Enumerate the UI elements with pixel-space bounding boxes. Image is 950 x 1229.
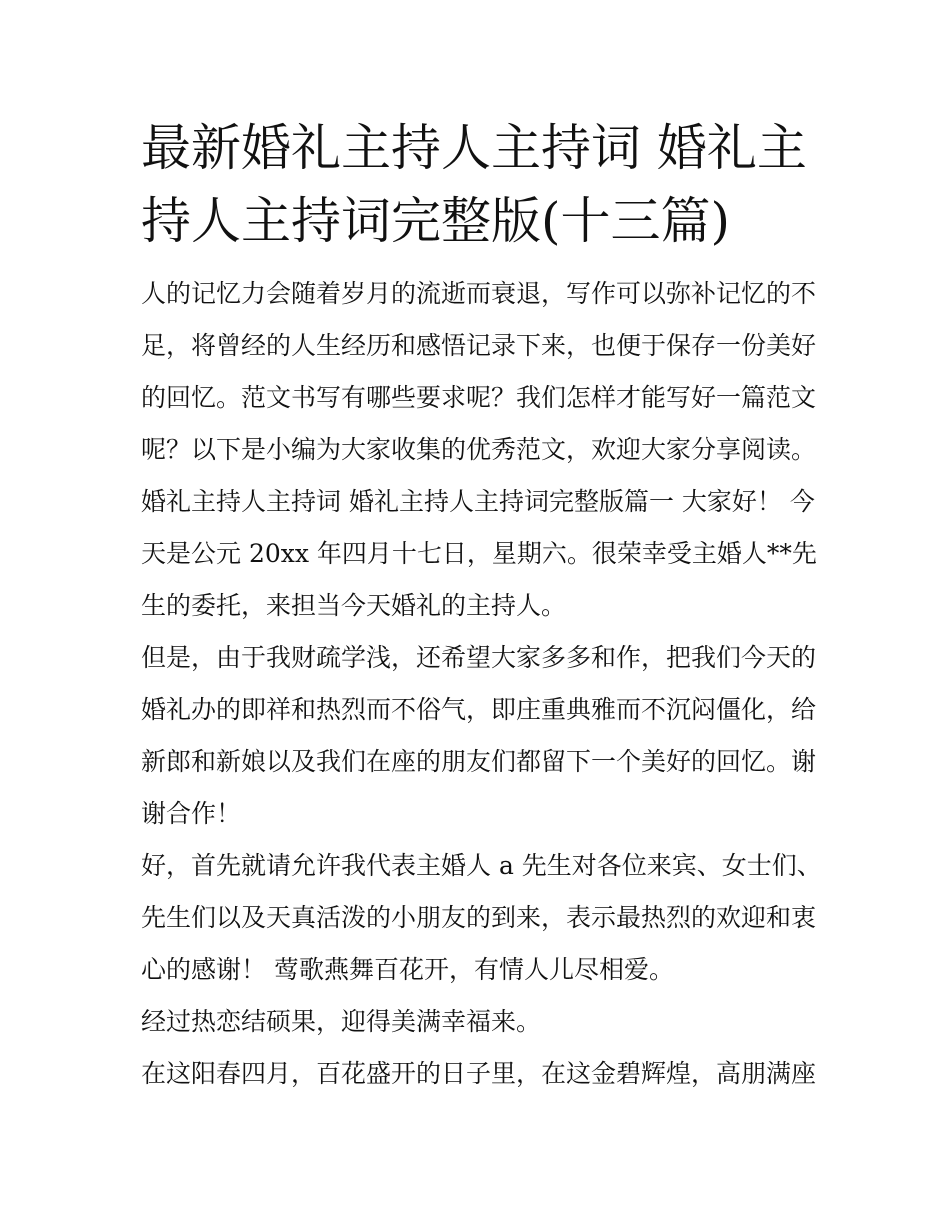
text-line: 的回忆。范文书写有哪些要求呢？我们怎样才能写好一篇范文	[141, 383, 817, 412]
text-line: 在这阳春四月，百花盛开的日子里，在这金碧辉煌，高朋满座	[141, 1059, 817, 1088]
text-line: 人的记忆力会随着岁月的流逝而衰退，写作可以弥补记忆的不	[141, 279, 817, 308]
text-line: 呢？以下是小编为大家收集的优秀范文，欢迎大家分享阅读。	[141, 435, 817, 464]
text-line: 婚礼主持人主持词 婚礼主持人主持词完整版篇一 大家好！ 今	[141, 487, 815, 516]
text-line: 婚礼办的即祥和热烈而不俗气，即庄重典雅而不沉闷僵化，给	[141, 695, 817, 724]
text-line: 天是公元 20xx 年四月十七日，星期六。很荣幸受主婚人**先	[141, 539, 817, 568]
title-line: 持人主持词完整版(十三篇)	[141, 192, 731, 250]
document-title	[141, 112, 813, 258]
text-line: 足，将曾经的人生经历和感悟记录下来，也便于保存一份美好	[141, 331, 817, 360]
text-line: 经过热恋结硕果，迎得美满幸福来。	[141, 1007, 542, 1036]
title-line: 最新婚礼主持人主持词 婚礼主	[141, 119, 807, 177]
text-line: 生的委托，来担当今天婚礼的主持人。	[141, 591, 567, 620]
text-line: 好，首先就请允许我代表主婚人 a 先生对各位来宾、女士们、	[141, 851, 822, 880]
text-line: 先生们以及天真活泼的小朋友的到来，表示最热烈的欢迎和衷	[141, 903, 817, 932]
text-line: 谢合作！	[141, 799, 242, 828]
text-line: 新郎和新娘以及我们在座的朋友们都留下一个美好的回忆。谢	[141, 747, 817, 776]
body-text	[141, 268, 822, 1100]
text-line: 但是，由于我财疏学浅，还希望大家多多和作，把我们今天的	[141, 643, 817, 672]
text-line: 心的感谢！ 莺歌燕舞百花开，有情人儿尽相爱。	[141, 955, 674, 984]
document-content	[141, 112, 822, 1100]
